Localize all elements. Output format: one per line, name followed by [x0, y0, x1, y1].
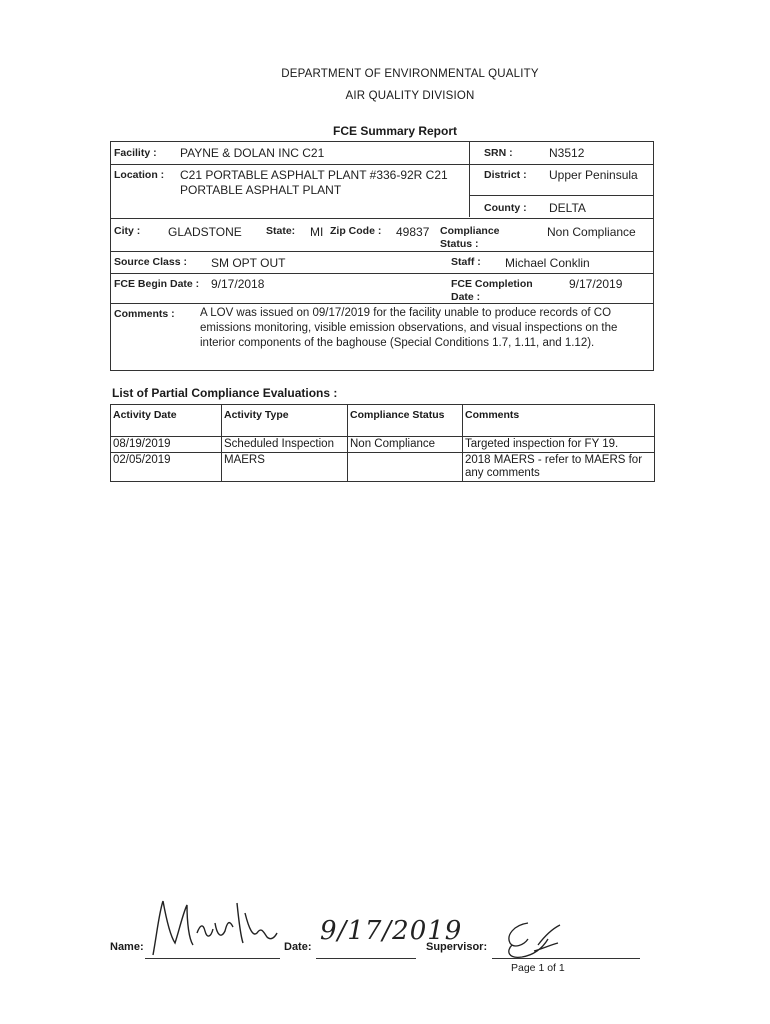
zip-label: Zip Code :: [330, 225, 382, 237]
box-bottom-border: [110, 370, 654, 371]
box-right-border: [653, 141, 654, 371]
fce-completion-value: 9/17/2019: [569, 277, 623, 291]
zip-value: 49837: [396, 225, 430, 239]
row-divider-2: [110, 218, 654, 219]
table-header-row: [111, 405, 655, 437]
date-label: Date:: [284, 941, 312, 953]
row-activity-type: MAERS: [222, 453, 348, 482]
page-number: Page 1 of 1: [511, 962, 565, 974]
fce-completion-label: FCE Completion: [451, 278, 533, 290]
location-label: Location :: [114, 169, 165, 181]
comments-line-1: A LOV was issued on 09/17/2019 for the facility unable to produce records of CO: [200, 307, 612, 319]
fce-completion-date-label: Date :: [451, 291, 481, 303]
row-compliance-status: [348, 453, 463, 482]
city-label: City :: [114, 225, 141, 237]
name-label: Name:: [110, 941, 144, 953]
county-value: DELTA: [549, 201, 586, 215]
staff-label: Staff :: [451, 256, 481, 268]
column-activity-date: Activity Date: [111, 405, 222, 437]
comments-label: Comments :: [114, 308, 175, 320]
county-divider: [469, 195, 654, 196]
name-signature-scribble: [145, 893, 280, 961]
district-label: District :: [484, 169, 527, 181]
row-activity-date: 08/19/2019: [111, 437, 222, 453]
row-divider-5: [110, 303, 654, 304]
staff-value: Michael Conklin: [505, 256, 590, 270]
compliance-value: Non Compliance: [547, 225, 636, 239]
date-underline: [316, 958, 416, 959]
comments-line-3: interior components of the baghouse (Special Conditions 1.7, 1.11, and 1.12).: [200, 337, 595, 349]
row-activity-type: Scheduled Inspection: [222, 437, 348, 453]
name-underline: [145, 958, 280, 959]
county-label: County :: [484, 202, 527, 214]
srn-divider-vertical: [469, 141, 470, 217]
state-label: State:: [266, 225, 296, 237]
row-compliance-status: Non Compliance: [348, 437, 463, 453]
box-top-border: [110, 141, 654, 142]
source-class-value: SM OPT OUT: [211, 256, 286, 270]
location-line-2: PORTABLE ASPHALT PLANT: [180, 183, 342, 197]
row-comments: 2018 MAERS - refer to MAERS for any comments: [463, 453, 655, 482]
district-value: Upper Peninsula: [549, 168, 638, 182]
partial-evaluations-title: List of Partial Compliance Evaluations :: [112, 386, 338, 400]
city-value: GLADSTONE: [168, 225, 242, 239]
row-divider-1: [110, 164, 654, 165]
facility-label: Facility :: [114, 147, 157, 159]
location-line-1: C21 PORTABLE ASPHALT PLANT #336-92R C21: [180, 168, 448, 182]
row-activity-date: 02/05/2019: [111, 453, 222, 482]
column-activity-type: Activity Type: [222, 405, 348, 437]
column-compliance-status: Compliance Status: [348, 405, 463, 437]
report-title: FCE Summary Report: [332, 124, 458, 138]
compliance-label: Compliance: [440, 225, 500, 237]
column-comments: Comments: [463, 405, 655, 437]
department-heading: DEPARTMENT OF ENVIRONMENTAL QUALITY: [281, 68, 539, 80]
row-divider-3: [110, 251, 654, 252]
row-comments: Targeted inspection for FY 19.: [463, 437, 655, 453]
comments-line-2: emissions monitoring, visible emission observations, and visual inspections on the: [200, 322, 618, 334]
division-heading: AIR QUALITY DIVISION: [345, 90, 475, 102]
fce-begin-label: FCE Begin Date :: [114, 278, 200, 290]
supervisor-signature-scribble: [498, 915, 568, 963]
srn-value: N3512: [549, 146, 585, 160]
table-row: [111, 437, 655, 453]
source-class-label: Source Class :: [114, 256, 187, 268]
srn-label: SRN :: [484, 147, 513, 159]
box-left-border: [110, 141, 111, 371]
state-value: MI: [310, 225, 324, 239]
row-divider-4: [110, 273, 654, 274]
compliance-status-label: Status :: [440, 238, 479, 250]
supervisor-underline: [492, 958, 640, 959]
facility-value: PAYNE & DOLAN INC C21: [180, 146, 325, 160]
fce-begin-value: 9/17/2018: [211, 277, 265, 291]
date-handwritten: 9/17/2019: [320, 916, 463, 946]
table-row: [111, 453, 655, 482]
partial-evaluations-table: [110, 404, 655, 482]
supervisor-label: Supervisor:: [426, 941, 488, 953]
